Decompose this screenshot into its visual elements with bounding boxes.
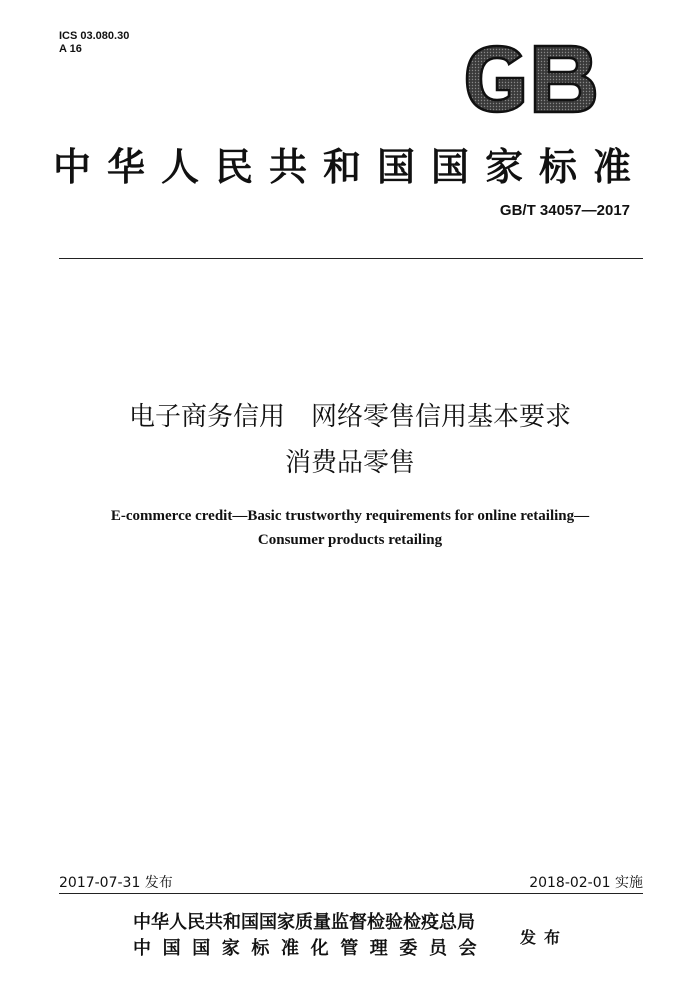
classification-codes: [59, 30, 129, 56]
standard-name: 中华人民共和国国家标准: [52, 144, 647, 189]
publish-label: 发布: [520, 928, 569, 947]
footer-divider: [59, 893, 643, 894]
header-divider: [59, 258, 643, 259]
gb-logo: [459, 42, 599, 116]
standard-code: GB/T 34057—2017: [499, 202, 630, 219]
title-en-line1: E-commerce credit—Basic trustworthy requirements for online retailing—: [110, 508, 590, 524]
title-zh-line1: 电子商务信用 网络零售信用基本要求: [128, 402, 571, 432]
ccs-code: A 16: [59, 43, 82, 55]
issuing-authorities: [133, 910, 488, 962]
title-zh-line2: 消费品零售: [284, 448, 415, 478]
implement-date: 2018-02-01 实施: [529, 875, 643, 891]
issuer-line1: 中华人民共和国国家质量监督检验检疫总局: [133, 912, 475, 933]
title-en-line2: Consumer products retailing: [257, 532, 443, 548]
release-date: 2017-07-31 发布: [59, 875, 173, 891]
issuer-line2: 中国国家标准化管理委员会: [133, 938, 489, 959]
ics-code: ICS 03.080.30: [59, 30, 130, 42]
